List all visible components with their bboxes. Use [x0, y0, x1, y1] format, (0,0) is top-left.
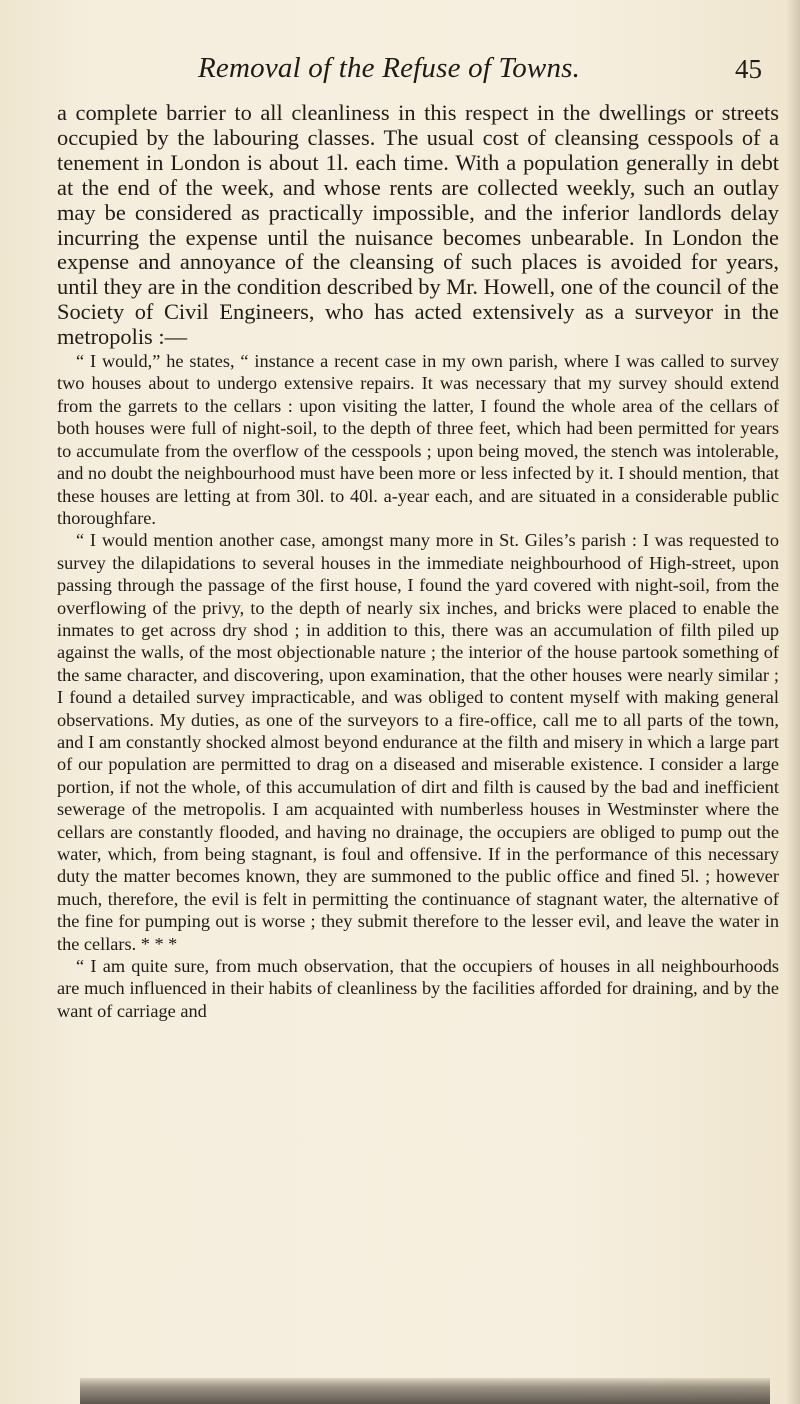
paragraph-quote-3: “ I am quite sure, from much observation, that the occupiers of houses in all neighbourhoods are much influenced in their habits of cleanliness by the facilities afforded for draining, and by the want of carriage and [57, 956, 779, 1021]
page-bottom-edge [80, 1378, 770, 1404]
page-number: 45 [735, 54, 762, 84]
page-right-edge [786, 0, 800, 1404]
paragraph-quote-1: “ I would,” he states, “ instance a recent case in my own parish, where I was called to survey two houses about to undergo extensive repairs. It was necessary that my survey should extend from the garrets to the cellars : upon visiting the latter, I found the whole area of the cellars of both houses were full of night-soil, to the depth of three feet, which had been permitted for years to accumulate from the overflow of the cesspools ; upon being moved, the stench was intolerable, and no doubt the neighbourhood must have been more or less infected by it. I should mention, that these houses are letting at from 30l. to 40l. a-year each, and are situated in a considerable public thoroughfare. [57, 351, 779, 528]
paragraph-intro: a complete barrier to all cleanliness in this respect in the dwellings or streets occupied by the labouring classes. The usual cost of cleansing cesspools of a tenement in London is about 1l. each time. With a population generally in debt at the end of the week, and whose rents are collected weekly, such an outlay may be considered as practically impossible, and the inferior landlords delay incurring the expense until the nuisance becomes unbearable. In London the expense and annoyance of the cleansing of such places is avoided for years, until they are in the condition described by Mr. Howell, one of the council of the Society of Civil Engineers, who has acted extensively as a surveyor in the metropolis :— [57, 100, 779, 350]
page-header [0, 52, 800, 92]
body-text [57, 101, 779, 1022]
running-title: Removal of the Refuse of Towns. [198, 52, 581, 84]
paragraph-quote-2: “ I would mention another case, amongst many more in St. Giles’s parish : I was requested to survey the dilapidations to several houses in the immediate neighbourhood of High-street, upon passing through the passage of the first house, I found the yard covered with night-soil, from the overflowing of the privy, to the depth of nearly six inches, and bricks were placed to enable the inmates to get across dry shod ; in addition to this, there was an accumulation of filth piled up against the walls, of the most objectionable nature ; the interior of the house partook something of the same character, and discovering, upon examination, that the other houses were nearly similar ; I found a detailed survey impracticable, and was obliged to content myself with making general observations. My duties, as one of the surveyors to a fire-office, call me to all parts of the town, and I am constantly shocked almost beyond endurance at the filth and misery in which a large part of our population are permitted to drag on a diseased and miserable existence. I consider a large portion, if not the whole, of this accumulation of dirt and filth is caused by the bad and inefficient sewerage of the metropolis. I am acquainted with numberless houses in Westminster where the cellars are constantly flooded, and having no drainage, the occupiers are obliged to pump out the water, which, from being stagnant, is foul and offensive. If in the performance of this necessary duty the matter becomes known, they are summoned to the public office and fined 5l. ; however much, therefore, the evil is felt in permitting the continuance of stagnant water, the alternative of the fine for pumping out is worse ; they submit therefore to the lesser evil, and leave the water in the cellars. * * * [57, 530, 779, 954]
